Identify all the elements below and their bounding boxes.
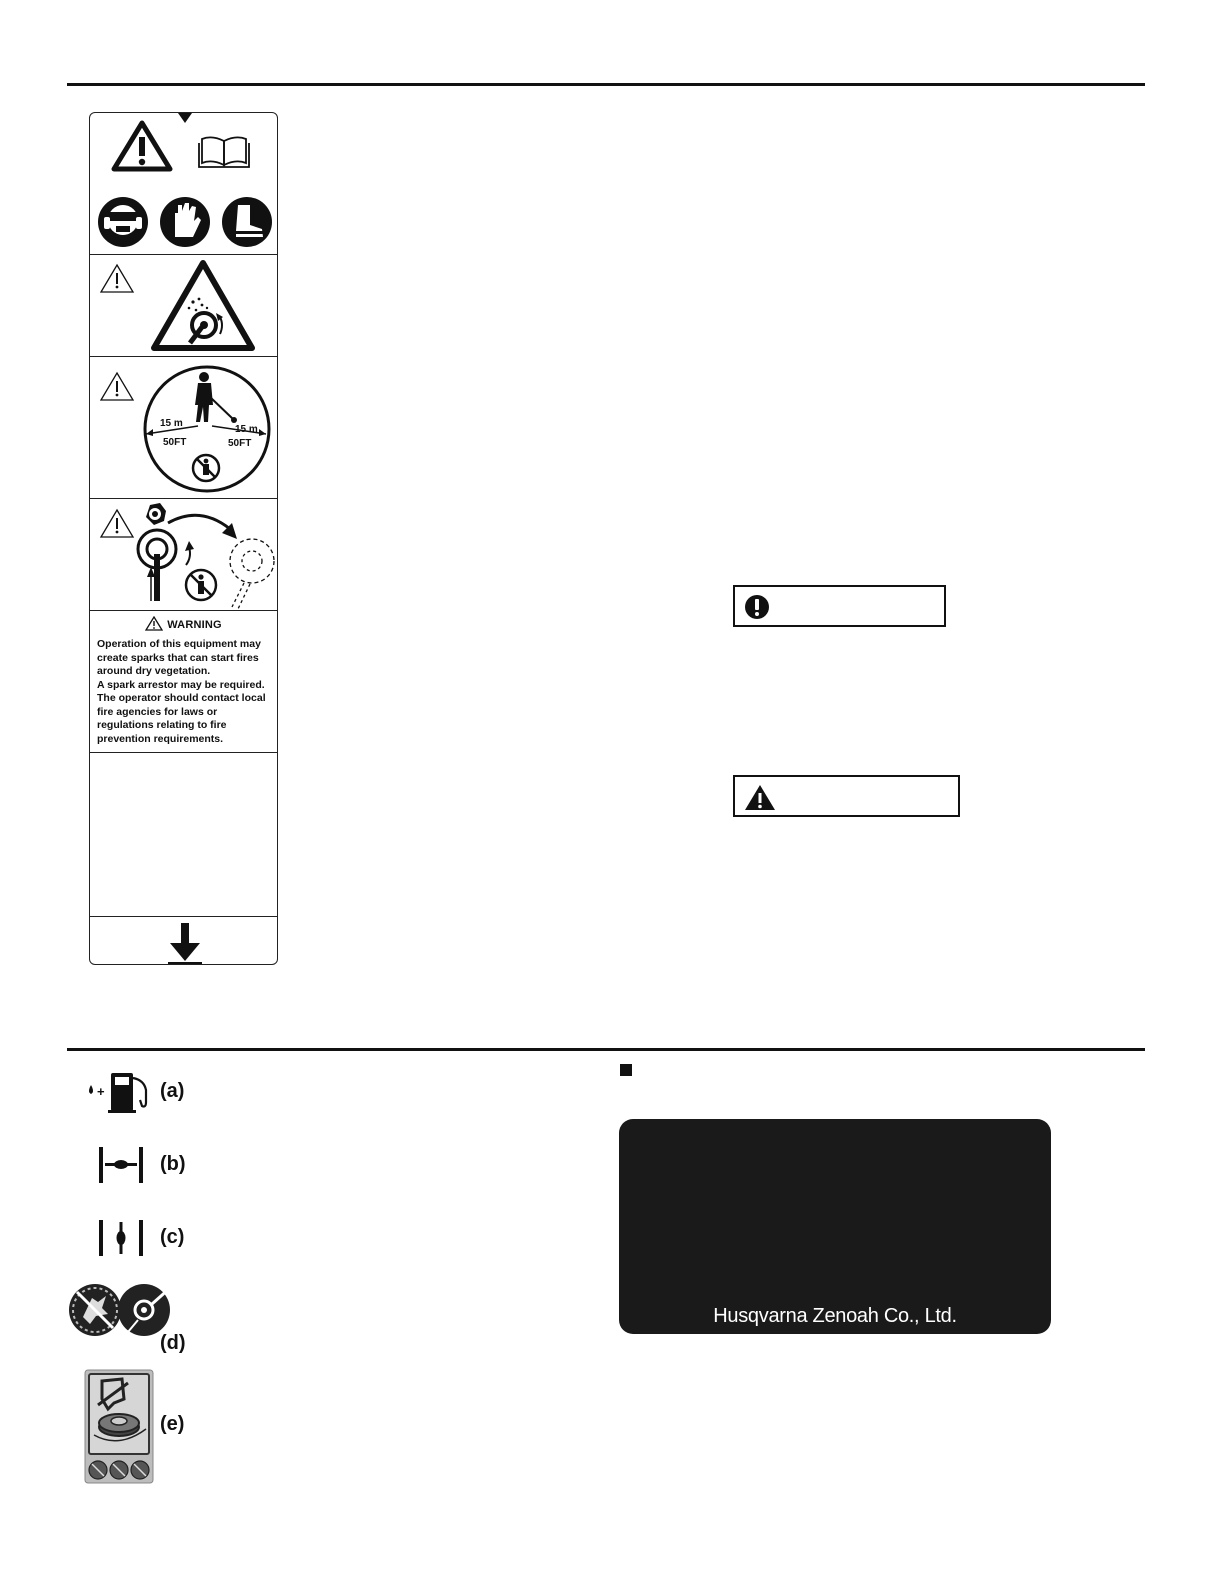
label-section-blade-thrust	[90, 499, 277, 611]
label-section-thrown-objects	[90, 255, 277, 357]
label-section-arrow	[90, 917, 277, 965]
model-plate	[619, 1119, 1051, 1334]
safety-label	[89, 112, 278, 965]
middle-rule	[67, 1048, 1145, 1051]
eye-ear-protection-icon	[98, 197, 148, 247]
distance-left-ft: 50FT	[163, 437, 187, 448]
section-bullet	[620, 1064, 632, 1076]
distance-left-m: 15 m	[160, 418, 183, 429]
symbol-label-c: (c)	[160, 1226, 185, 1248]
choke-open-icon	[97, 1145, 145, 1185]
plate-company-name: Husqvarna Zenoah Co., Ltd.	[713, 1305, 957, 1327]
down-arrow-icon	[90, 917, 278, 965]
top-rule	[67, 83, 1145, 86]
label-section-safety-distance	[90, 357, 277, 499]
exclamation-circle-icon	[744, 594, 770, 620]
symbol-label-d: (d)	[160, 1332, 186, 1354]
choke-closed-icon	[97, 1218, 145, 1258]
label-section-ppe	[90, 113, 277, 255]
warning-notice-box	[733, 775, 960, 817]
thrown-objects-icon	[154, 263, 252, 348]
fuel-mix-icon	[84, 1066, 154, 1116]
label-section-fire-warning	[90, 611, 277, 753]
warning-triangle-icon	[101, 265, 133, 292]
fire-warning-text: Operation of this equipment may create sparks that can start fires around dry vegetation. A spark arrestor may be required. The operator should contact local fire agencies for laws or regulations relating to fire prevention requirements.	[97, 638, 266, 745]
distance-right-ft: 50FT	[228, 438, 252, 449]
symbol-label-b: (b)	[160, 1153, 186, 1175]
svg-text:+: +	[97, 1084, 105, 1099]
gloves-icon	[160, 197, 210, 247]
warning-triangle-icon	[744, 784, 776, 811]
warning-triangle-icon	[101, 510, 133, 537]
trimmer-head-label-icon	[84, 1369, 156, 1485]
symbol-label-e: (e)	[160, 1413, 185, 1435]
label-section-blank	[90, 753, 277, 917]
distance-right-m: 15 m	[235, 424, 258, 435]
manual-book-icon	[199, 137, 249, 167]
safety-distance-icon	[90, 357, 278, 499]
symbol-label-a: (a)	[160, 1080, 185, 1102]
blade-thrust-icon	[90, 499, 278, 611]
boots-icon	[222, 197, 272, 247]
no-bystander-icon	[186, 570, 216, 600]
no-bystander-icon	[193, 455, 219, 481]
warning-triangle-icon	[101, 373, 133, 400]
fire-warning-heading: WARNING	[167, 619, 222, 631]
important-notice-box	[733, 585, 946, 627]
warning-triangle-icon	[114, 123, 170, 169]
warning-triangle-icon	[145, 616, 163, 631]
cutting-attachment-icon	[68, 1282, 172, 1340]
